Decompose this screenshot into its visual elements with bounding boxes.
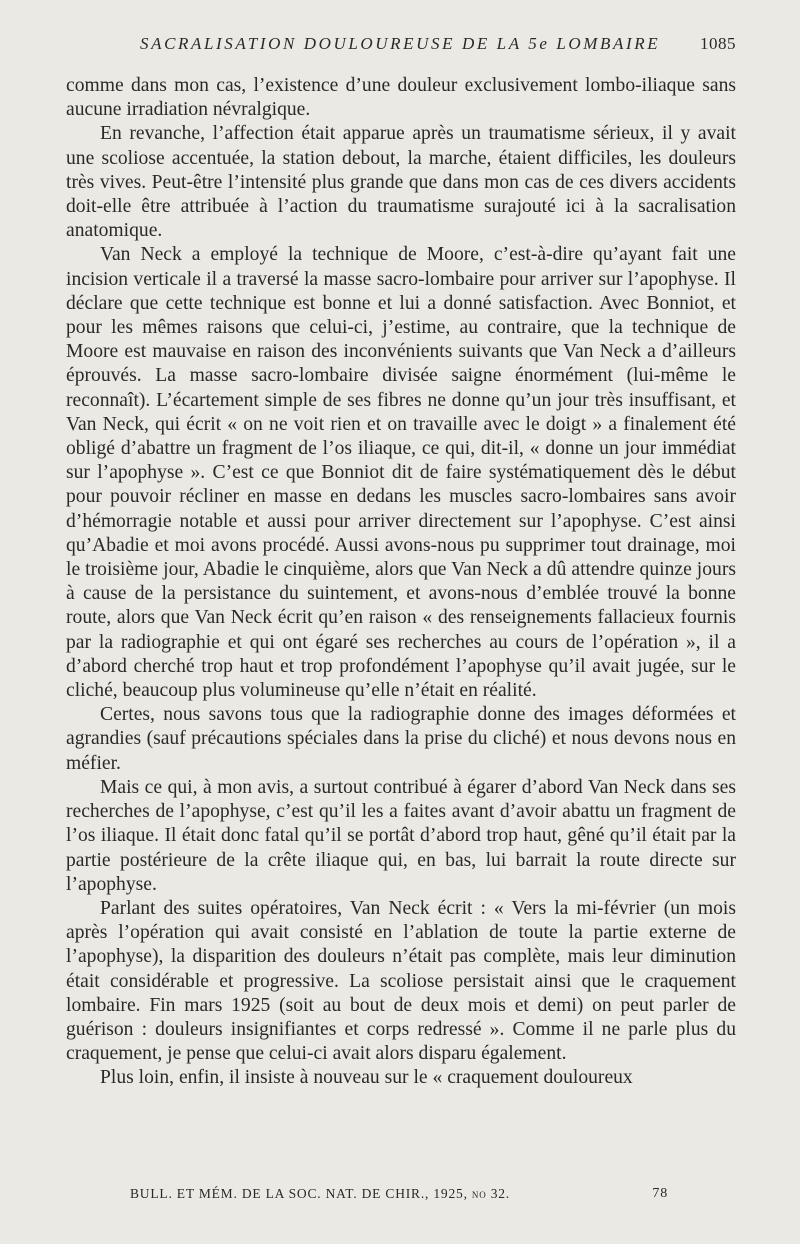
signature-mark: 78 <box>652 1186 668 1201</box>
page-header <box>66 34 736 60</box>
paragraph: Mais ce qui, à mon avis, a surtout contribué à égarer d’abord Van Neck dans ses recherches de l’apophyse, c’est qu’il les a faites avant d’avoir abattu un fragment de l’os iliaque. Il était donc fatal qu’il se portât d’abord trop haut, gêné qu’il était par la partie postérieure de la crête iliaque qui, en bas, lui barrait la route directe sur l’apophyse. <box>66 776 736 895</box>
page-number: 1085 <box>700 34 736 53</box>
paragraph: Plus loin, enfin, il insiste à nouveau sur le « craquement douloureux <box>100 1067 633 1089</box>
running-title: SACRALISATION DOULOUREUSE DE LA 5e LOMBAIRE <box>140 34 661 53</box>
paragraph: Parlant des suites opératoires, Van Neck écrit : « Vers la mi-février (un mois après l’opération qui avait consisté en l’ablation de toute la partie externe de l’apophyse), la disparition des douleurs n’était pas complète, mais leur diminution était considérable et progressive. La scoliose persistait ainsi que le craquement lombaire. Fin mars 1925 (soit au bout de deux mois et demi) on peut parler de guérison : douleurs insignifiantes et corps redressé ». Comme il ne parle plus du craquement, je pense que celui-ci avait alors disparu également. <box>66 897 736 1065</box>
paragraph: comme dans mon cas, l’existence d’une douleur exclusivement lombo-iliaque sans aucune irradiation névralgique. <box>66 75 736 121</box>
body-text <box>66 74 736 1091</box>
paragraph: Certes, nous savons tous que la radiographie donne des images déformées et agrandies (sauf précautions spéciales dans la prise du cliché) et nous devons nous en méfier. <box>66 704 736 774</box>
journal-reference: BULL. ET MÉM. DE LA SOC. NAT. DE CHIR., 1925, no 32. <box>130 1186 510 1201</box>
paragraph: En revanche, l’affection était apparue après un traumatisme sérieux, il y avait une scoliose accentuée, la station debout, la marche, étaient difficiles, les douleurs très vives. Peut-être l’intensité plus grande que dans mon cas de ces divers accidents doit-elle être attribuée à l’action du traumatisme surajouté ici à la sacralisation anatomique. <box>66 123 736 242</box>
paragraph: Van Neck a employé la technique de Moore, c’est-à-dire qu’ayant fait une incision verticale il a traversé la masse sacro-lombaire pour arriver sur l’apophyse. Il déclare que cette technique est bonne et lui a donné satisfaction. Avec Bonniot, et pour les mêmes raisons que celui-ci, j’estime, au contraire, que la technique de Moore est mauvaise en raison des inconvénients suivants que Van Neck a d’ailleurs éprouvés. La masse sacro-lombaire divisée saigne énormément (lui-même le reconnaît). L’écartement simple de ses fibres ne donne qu’un jour très insuffisant, et Van Neck, qui écrit « on ne voit rien et on travaille avec le doigt » a finalement été obligé d’abattre un fragment de l’os iliaque, ce qui, dit-il, « donne un jour immédiat sur l’apophyse ». C’est ce que Bonniot dit de faire systématiquement dès le début pour pouvoir récliner en masse en dedans les muscles sacro-lombaires sans avoir d’hémorragie notable et aussi pour arriver directement sur l’apophyse. C’est ainsi qu’Abadie et moi avons procédé. Aussi avons-nous pu supprimer tout drainage, moi le troisième jour, Abadie le cinquième, alors que Van Neck a dû attendre quinze jours à cause de la persistance du suintement, et avons-nous d’emblée trouvé la bonne route, alors que Van Neck écrit qu’en raison « des renseignements fallacieux fournis par la radiographie et qui ont égaré ses recherches au cours de l’opération », il a d’abord cherché trop haut et trop profondément l’apophyse qu’il avait jugée, sur le cliché, beaucoup plus volumineuse qu’elle n’était en réalité. <box>66 244 736 702</box>
